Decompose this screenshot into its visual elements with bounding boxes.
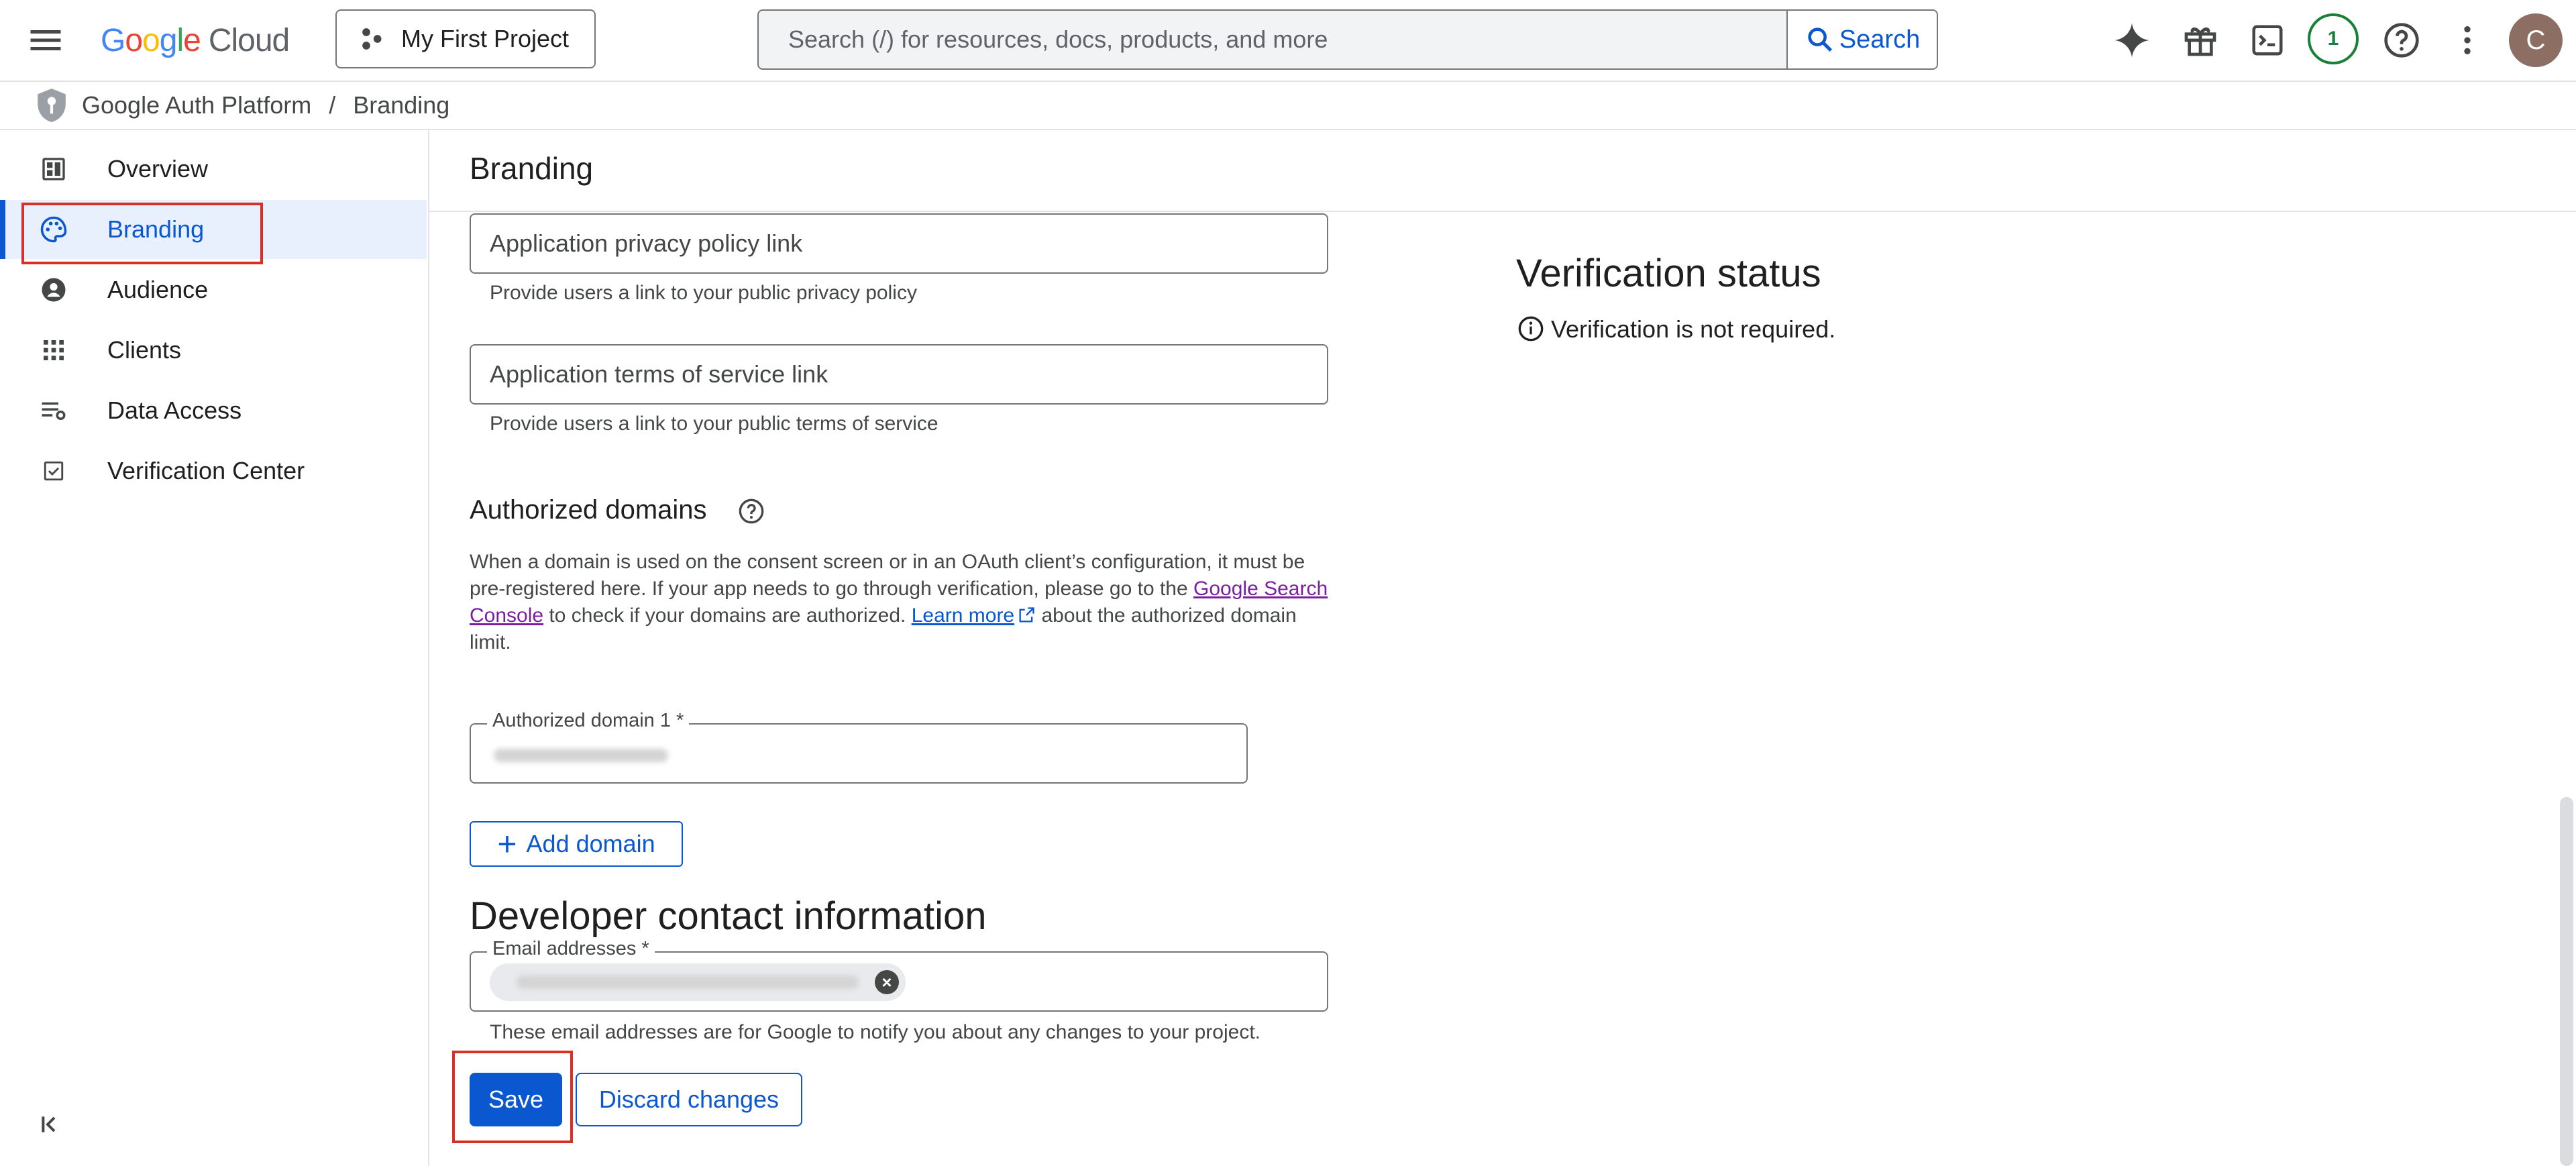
sidebar-item-label: Branding [107, 215, 205, 243]
list-settings-icon [39, 396, 68, 425]
developer-contact-title: Developer contact information [470, 894, 987, 938]
gift-icon[interactable] [2180, 20, 2220, 60]
sidebar-item-label: Audience [107, 276, 209, 303]
info-icon [1517, 315, 1544, 342]
sidebar-item-clients[interactable] [0, 321, 427, 380]
cloud-shell-terminal-icon[interactable] [2247, 20, 2288, 60]
auth-desc-part-2: to check if your domains are authorized. [543, 604, 912, 627]
collapse-sidebar-icon[interactable] [38, 1111, 67, 1141]
terms-of-service-hint: Provide users a link to your public terms of service [490, 413, 938, 435]
sidebar [0, 130, 429, 1166]
page-title: Branding [470, 151, 594, 186]
sidebar-item-audience[interactable] [0, 260, 427, 319]
redacted-email-value [517, 975, 859, 989]
search-bar [757, 9, 1938, 70]
google-cloud-logo[interactable] [101, 16, 289, 64]
authorized-domain-1-field[interactable] [470, 710, 1248, 784]
help-outline-icon[interactable] [738, 498, 765, 525]
branding-highlight-box [21, 203, 263, 264]
privacy-policy-hint: Provide users a link to your public privacy policy [490, 282, 917, 304]
email-addresses-hint: These email addresses are for Google to notify you about any changes to your project. [490, 1021, 1260, 1043]
search-input[interactable] [759, 11, 1786, 68]
redacted-domain-value [494, 749, 668, 762]
top-app-bar [0, 0, 2576, 82]
breadcrumb-separator: / [329, 91, 336, 119]
hamburger-menu-icon[interactable] [25, 20, 66, 60]
gemini-sparkle-icon[interactable] [2112, 20, 2152, 60]
add-domain-label: Add domain [526, 830, 655, 857]
verification-status-message: Verification is not required. [1551, 315, 1836, 343]
search-button[interactable] [1786, 11, 1937, 68]
privacy-policy-placeholder: Application privacy policy link [490, 229, 803, 257]
notifications-badge[interactable]: 1 [2308, 13, 2359, 64]
authorized-domain-1-label: Authorized domain 1 * [487, 710, 689, 732]
breadcrumb-item-branding: Branding [353, 91, 450, 119]
shield-icon [35, 87, 68, 124]
logo-google-text: Google [101, 22, 201, 58]
project-name: My First Project [401, 25, 570, 52]
help-icon[interactable] [2381, 20, 2422, 60]
sidebar-item-label: Overview [107, 155, 209, 182]
breadcrumb [0, 82, 2576, 130]
project-nodes-icon [360, 25, 386, 52]
sidebar-item-verification-center[interactable] [0, 441, 427, 500]
save-highlight-box [452, 1051, 573, 1143]
dashboard-icon [39, 154, 68, 184]
learn-more-link[interactable]: Learn more [911, 604, 1015, 627]
terms-of-service-placeholder: Application terms of service link [490, 360, 828, 388]
remove-chip-icon[interactable]: × [875, 970, 899, 994]
terms-of-service-field[interactable] [470, 344, 1328, 405]
email-addresses-field[interactable] [470, 938, 1328, 1012]
apps-grid-icon [39, 335, 68, 365]
authorized-domains-title: Authorized domains [470, 495, 707, 525]
sidebar-item-label: Clients [107, 336, 182, 364]
account-avatar[interactable]: C [2509, 13, 2563, 67]
sidebar-item-label: Data Access [107, 396, 242, 424]
breadcrumb-item-auth-platform[interactable]: Google Auth Platform [82, 91, 312, 119]
auth-desc-part-1: When a domain is used on the consent screen or in an OAuth client’s configuration, it must be pre-registered here. If your app needs to go through verification, please go to the [470, 551, 1305, 600]
person-icon [39, 275, 68, 305]
project-picker-button[interactable] [335, 9, 596, 68]
verification-status-title: Verification status [1516, 252, 1821, 295]
open-in-new-icon [1017, 606, 1036, 625]
email-chip [490, 963, 906, 1001]
sidebar-item-label: Verification Center [107, 457, 305, 484]
more-vert-icon[interactable] [2447, 20, 2487, 60]
page-header [429, 130, 2576, 212]
privacy-policy-field[interactable] [470, 213, 1328, 274]
google-search-console-link[interactable]: Google Search Console [470, 578, 1328, 627]
sidebar-item-overview[interactable] [0, 140, 427, 199]
logo-cloud-text: Cloud [208, 22, 290, 58]
save-button[interactable]: Save [470, 1073, 562, 1126]
search-button-label: Search [1839, 25, 1921, 54]
authorized-domains-description [470, 549, 1335, 656]
checkbox-icon [39, 456, 68, 486]
email-addresses-label: Email addresses * [487, 938, 655, 960]
plus-icon: + [497, 825, 517, 863]
search-icon [1805, 24, 1835, 55]
add-domain-button[interactable] [470, 821, 683, 867]
auth-desc-part-3: about the authorized domain limit. [470, 604, 1297, 653]
discard-changes-button[interactable]: Discard changes [576, 1073, 802, 1126]
scrollbar-thumb[interactable] [2560, 797, 2573, 1166]
sidebar-item-data-access[interactable] [0, 381, 427, 440]
